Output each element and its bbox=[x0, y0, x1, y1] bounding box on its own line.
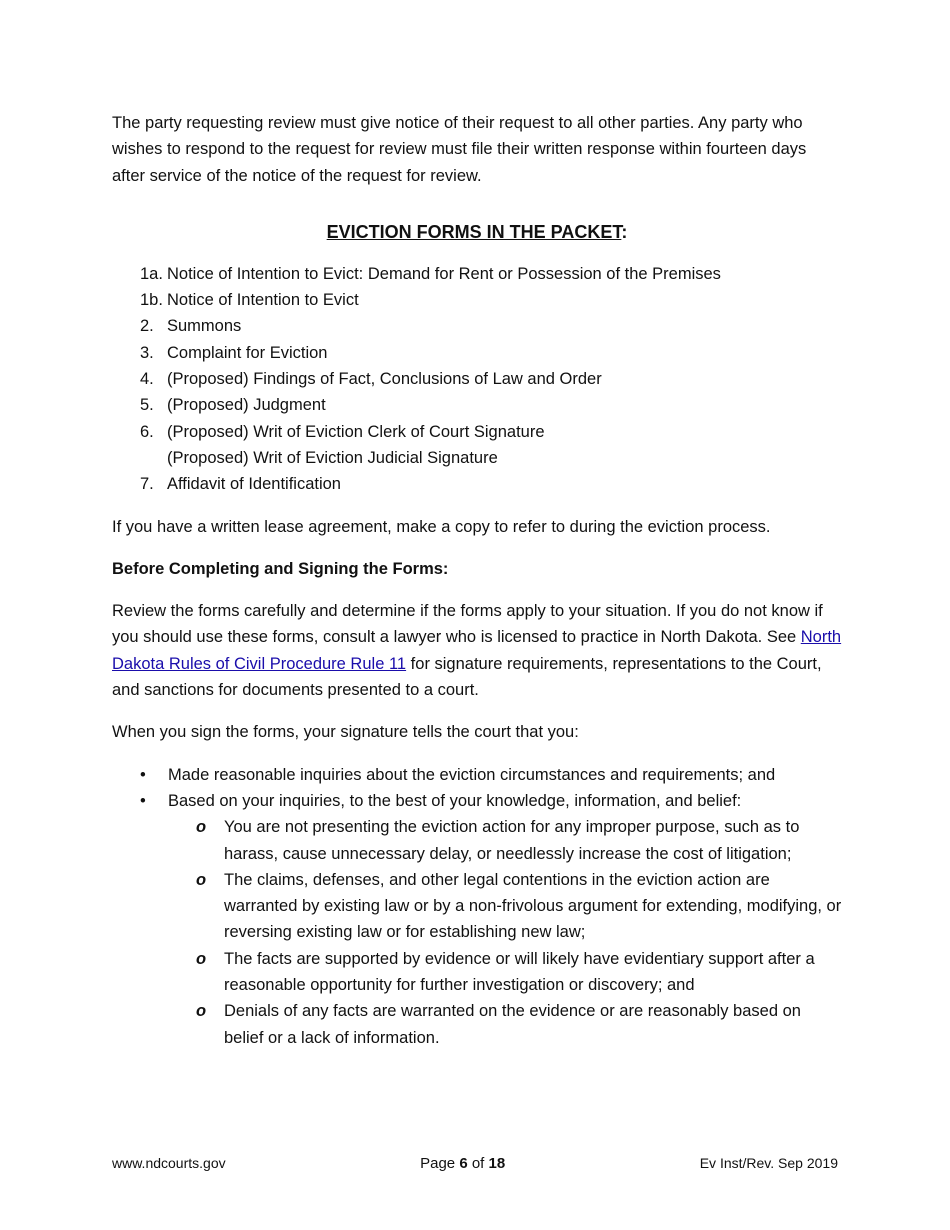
page-indicator bbox=[420, 1155, 505, 1172]
form-number: 4. bbox=[140, 370, 154, 389]
list-item bbox=[112, 762, 842, 788]
bullet-text: Made reasonable inquiries about the eviction circumstances and requirements; and bbox=[168, 765, 776, 784]
forms-list bbox=[140, 261, 842, 498]
signature-bullets bbox=[112, 762, 842, 815]
intro-paragraph: The party requesting review must give notice of their request to all other parties. Any party who wishes to respond to the request for review must file their written response within fourteen days after service of the notice of the request for review. bbox=[112, 114, 807, 185]
form-number: 5. bbox=[140, 396, 154, 415]
page-of: of bbox=[471, 1154, 485, 1172]
footer-website: www.ndcourts.gov bbox=[112, 1155, 226, 1171]
forms-heading-colon: : bbox=[621, 221, 628, 242]
sub-bullet-icon: o bbox=[196, 1002, 207, 1021]
forms-heading bbox=[112, 219, 842, 245]
sub-bullet-icon: o bbox=[196, 949, 207, 968]
form-label: (Proposed) Judgment bbox=[167, 396, 326, 415]
sub-bullet-icon: o bbox=[196, 818, 207, 837]
form-number: 6. bbox=[140, 422, 154, 441]
rule-11-link[interactable]: North Dakota Rules of Civil Procedure Rule 11 bbox=[112, 628, 842, 673]
bullet-text: Based on your inquiries, to the best of your knowledge, information, and belief: bbox=[168, 791, 742, 810]
sub-bullet-icon: o bbox=[196, 870, 207, 889]
form-label: (Proposed) Findings of Fact, Conclusions of Law and Order bbox=[167, 370, 602, 389]
lease-paragraph: If you have a written lease agreement, make a copy to refer to during the eviction process. bbox=[112, 517, 771, 536]
form-number: 2. bbox=[140, 317, 154, 336]
form-label: Complaint for Eviction bbox=[167, 343, 328, 362]
bullet-icon: • bbox=[140, 765, 146, 784]
form-number: 3. bbox=[140, 343, 154, 362]
footer-revision: Ev Inst/Rev. Sep 2019 bbox=[699, 1155, 838, 1171]
list-item bbox=[196, 814, 842, 867]
list-item bbox=[196, 867, 842, 946]
form-label: (Proposed) Writ of Eviction Clerk of Court Signature bbox=[167, 422, 545, 441]
list-item bbox=[196, 946, 842, 999]
review-paragraph bbox=[112, 598, 842, 703]
form-label: Affidavit of Identification bbox=[167, 475, 341, 494]
review-text-start: Review the forms carefully and determine if the forms apply to your situation. If you do not know if you should use these forms, consult a lawyer who is licensed to practice in North Dakota. See bbox=[112, 602, 823, 647]
sub-bullet-text: Denials of any facts are warranted on the evidence or are reasonably based on belief or a lack of information. bbox=[224, 1002, 801, 1047]
forms-heading-text: EVICTION FORMS IN THE PACKET bbox=[326, 221, 622, 242]
list-item bbox=[140, 287, 842, 313]
list-item bbox=[196, 998, 842, 1051]
list-item bbox=[140, 419, 842, 445]
page-footer bbox=[112, 1152, 838, 1174]
page-word: Page bbox=[420, 1154, 456, 1172]
list-item bbox=[140, 261, 842, 287]
form-number: 1b. bbox=[140, 291, 163, 310]
sub-bullet-text: The facts are supported by evidence or will likely have evidentiary support after a reasonable opportunity for further investigation or discovery; and bbox=[224, 949, 815, 995]
form-label: Notice of Intention to Evict bbox=[167, 291, 359, 310]
before-completing-heading: Before Completing and Signing the Forms: bbox=[112, 559, 449, 578]
sub-bullet-text: You are not presenting the eviction action for any improper purpose, such as to harass, cause unnecessary delay, or needlessly increase the cost of litigation; bbox=[224, 818, 800, 863]
review-text-end: for signature requirements, representations to the Court, and sanctions for documents presented to a court. bbox=[112, 654, 822, 700]
form-number: 7. bbox=[140, 475, 154, 494]
list-item bbox=[112, 788, 842, 814]
list-item bbox=[140, 366, 842, 392]
signature-sub-bullets bbox=[196, 814, 842, 1051]
page-total: 18 bbox=[488, 1154, 506, 1172]
form-label: Notice of Intention to Evict: Demand for Rent or Possession of the Premises bbox=[167, 264, 721, 283]
list-item bbox=[140, 392, 842, 418]
page-current: 6 bbox=[459, 1154, 468, 1172]
form-number: 1a. bbox=[140, 264, 163, 283]
bullet-icon: • bbox=[140, 791, 146, 810]
signature-intro: When you sign the forms, your signature tells the court that you: bbox=[112, 723, 579, 742]
document-page bbox=[112, 110, 842, 1051]
list-item bbox=[140, 340, 842, 366]
sub-bullet-text: The claims, defenses, and other legal contentions in the eviction action are warranted by existing law or by a non-frivolous argument for extending, modifying, or reversing existing law or for establishing new law; bbox=[224, 870, 842, 942]
list-item bbox=[140, 313, 842, 339]
list-item bbox=[140, 471, 842, 497]
form-6-sub-label: (Proposed) Writ of Eviction Judicial Signature bbox=[167, 448, 498, 467]
form-label: Summons bbox=[167, 317, 242, 336]
